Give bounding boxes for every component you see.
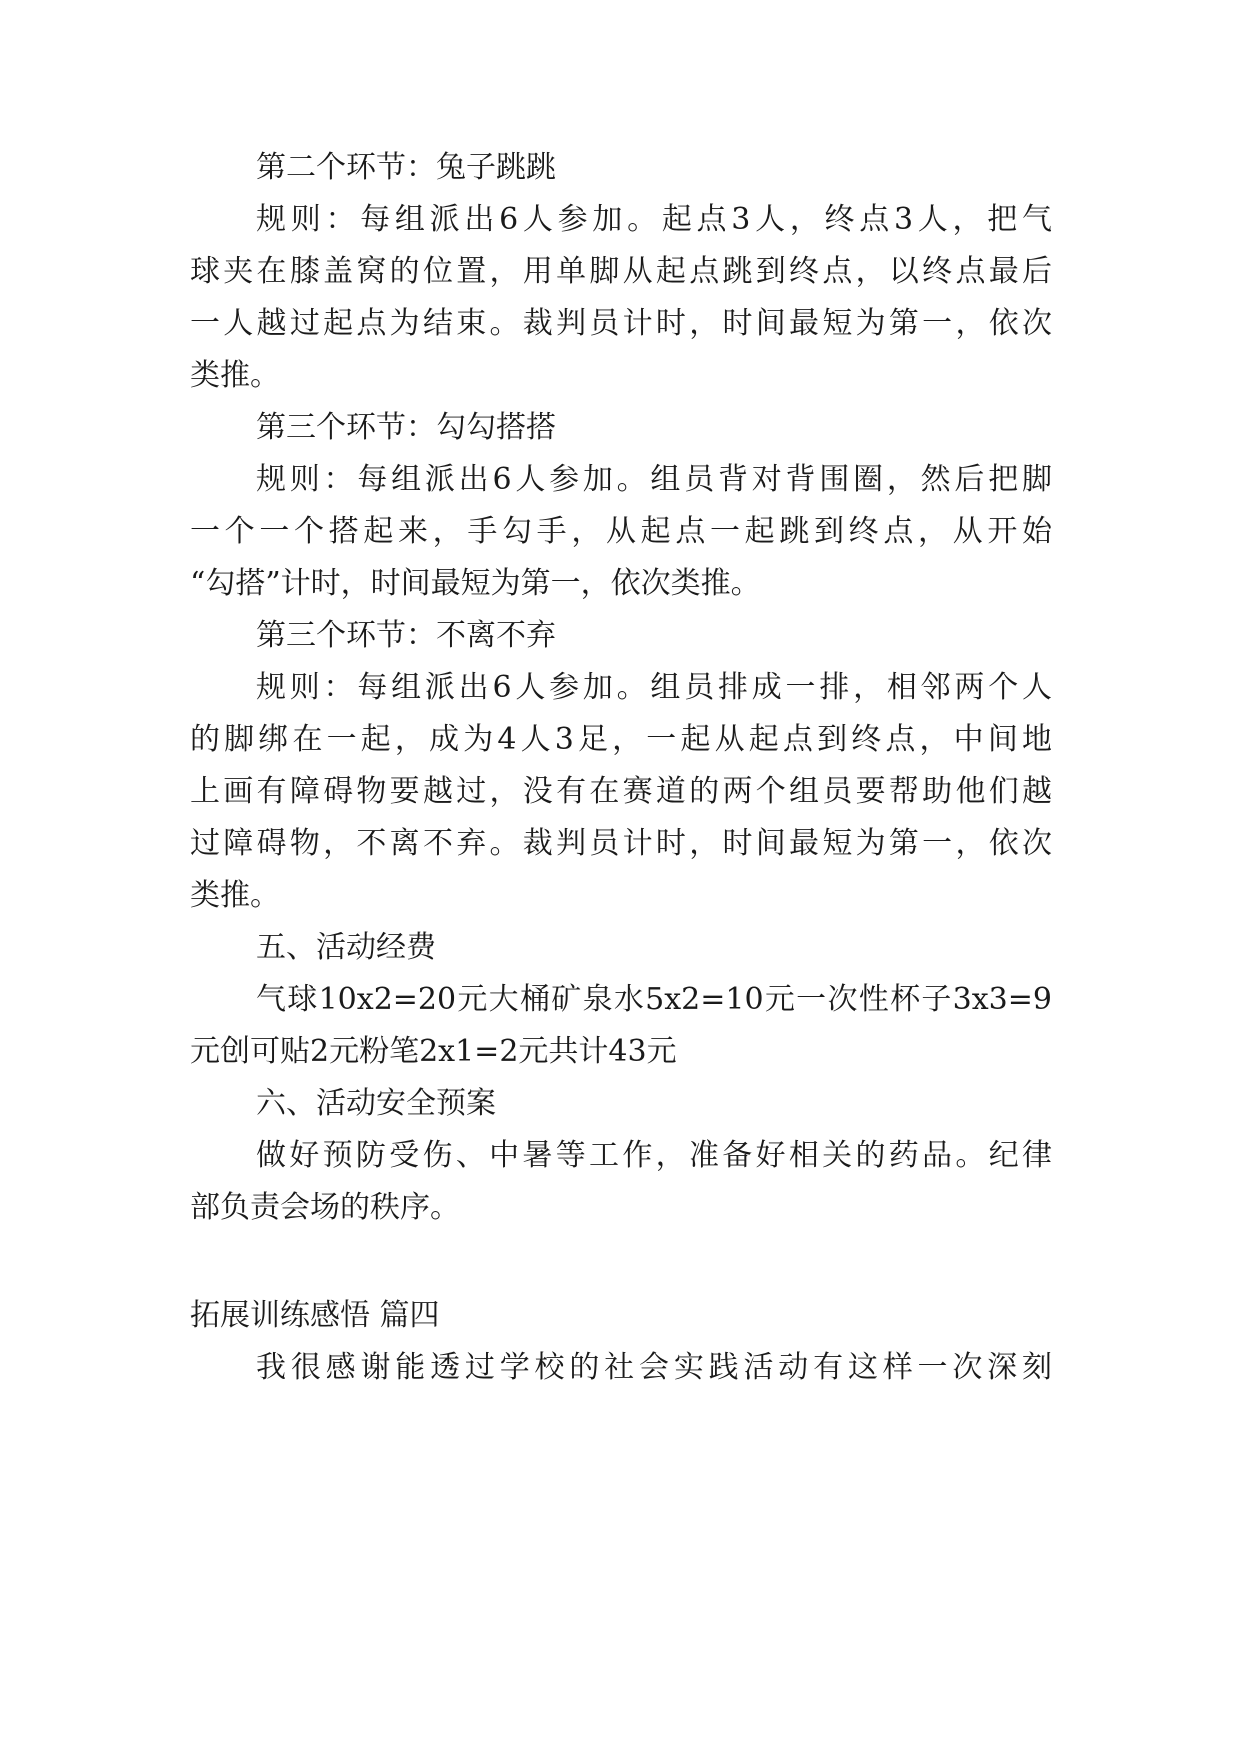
paragraph-line: 元创可贴2元粉笔2x1=2元共计43元 (190, 1034, 677, 1069)
paragraph-line: 的脚绑在一起，成为4人3足，一起从起点到终点，中间地 (190, 722, 1052, 757)
section-heading-never-give-up: 第三个环节：不离不弃 (256, 618, 556, 653)
section-heading-budget: 五、活动经费 (256, 930, 436, 965)
section-heading-safety: 六、活动安全预案 (256, 1086, 496, 1121)
paragraph-line: 规则：每组派出6人参加。组员排成一排，相邻两个人 (256, 670, 1052, 705)
paragraph-line: “勾搭”计时，时间最短为第一，依次类推。 (190, 566, 761, 601)
paragraph-line: 上画有障碍物要越过，没有在赛道的两个组员要帮助他们越 (190, 774, 1052, 809)
paragraph-line: 一人越过起点为结束。裁判员计时，时间最短为第一，依次 (190, 306, 1052, 341)
paragraph-line: 规则：每组派出6人参加。起点3人，终点3人，把气 (256, 202, 1052, 237)
paragraph-line: 气球10x2=20元大桶矿泉水5x2=10元一次性杯子3x3=9 (256, 982, 1052, 1017)
paragraph-line: 类推。 (190, 358, 280, 393)
paragraph-line: 规则：每组派出6人参加。组员背对背围圈，然后把脚 (256, 462, 1052, 497)
article-title: 拓展训练感悟 篇四 (190, 1298, 440, 1333)
paragraph-line: 过障碍物，不离不弃。裁判员计时，时间最短为第一，依次 (190, 826, 1052, 861)
paragraph-line: 我很感谢能透过学校的社会实践活动有这样一次深刻 (256, 1350, 1052, 1385)
section-heading-hook-up: 第三个环节：勾勾搭搭 (256, 410, 556, 445)
paragraph-line: 部负责会场的秩序。 (190, 1190, 460, 1225)
paragraph-line: 一个一个搭起来，手勾手，从起点一起跳到终点，从开始 (190, 514, 1052, 549)
paragraph-line: 球夹在膝盖窝的位置，用单脚从起点跳到终点，以终点最后 (190, 254, 1052, 289)
paragraph-line: 类推。 (190, 878, 280, 913)
section-heading-rabbit-jump: 第二个环节：兔子跳跳 (256, 150, 556, 185)
paragraph-line: 做好预防受伤、中暑等工作，准备好相关的药品。纪律 (256, 1138, 1052, 1173)
